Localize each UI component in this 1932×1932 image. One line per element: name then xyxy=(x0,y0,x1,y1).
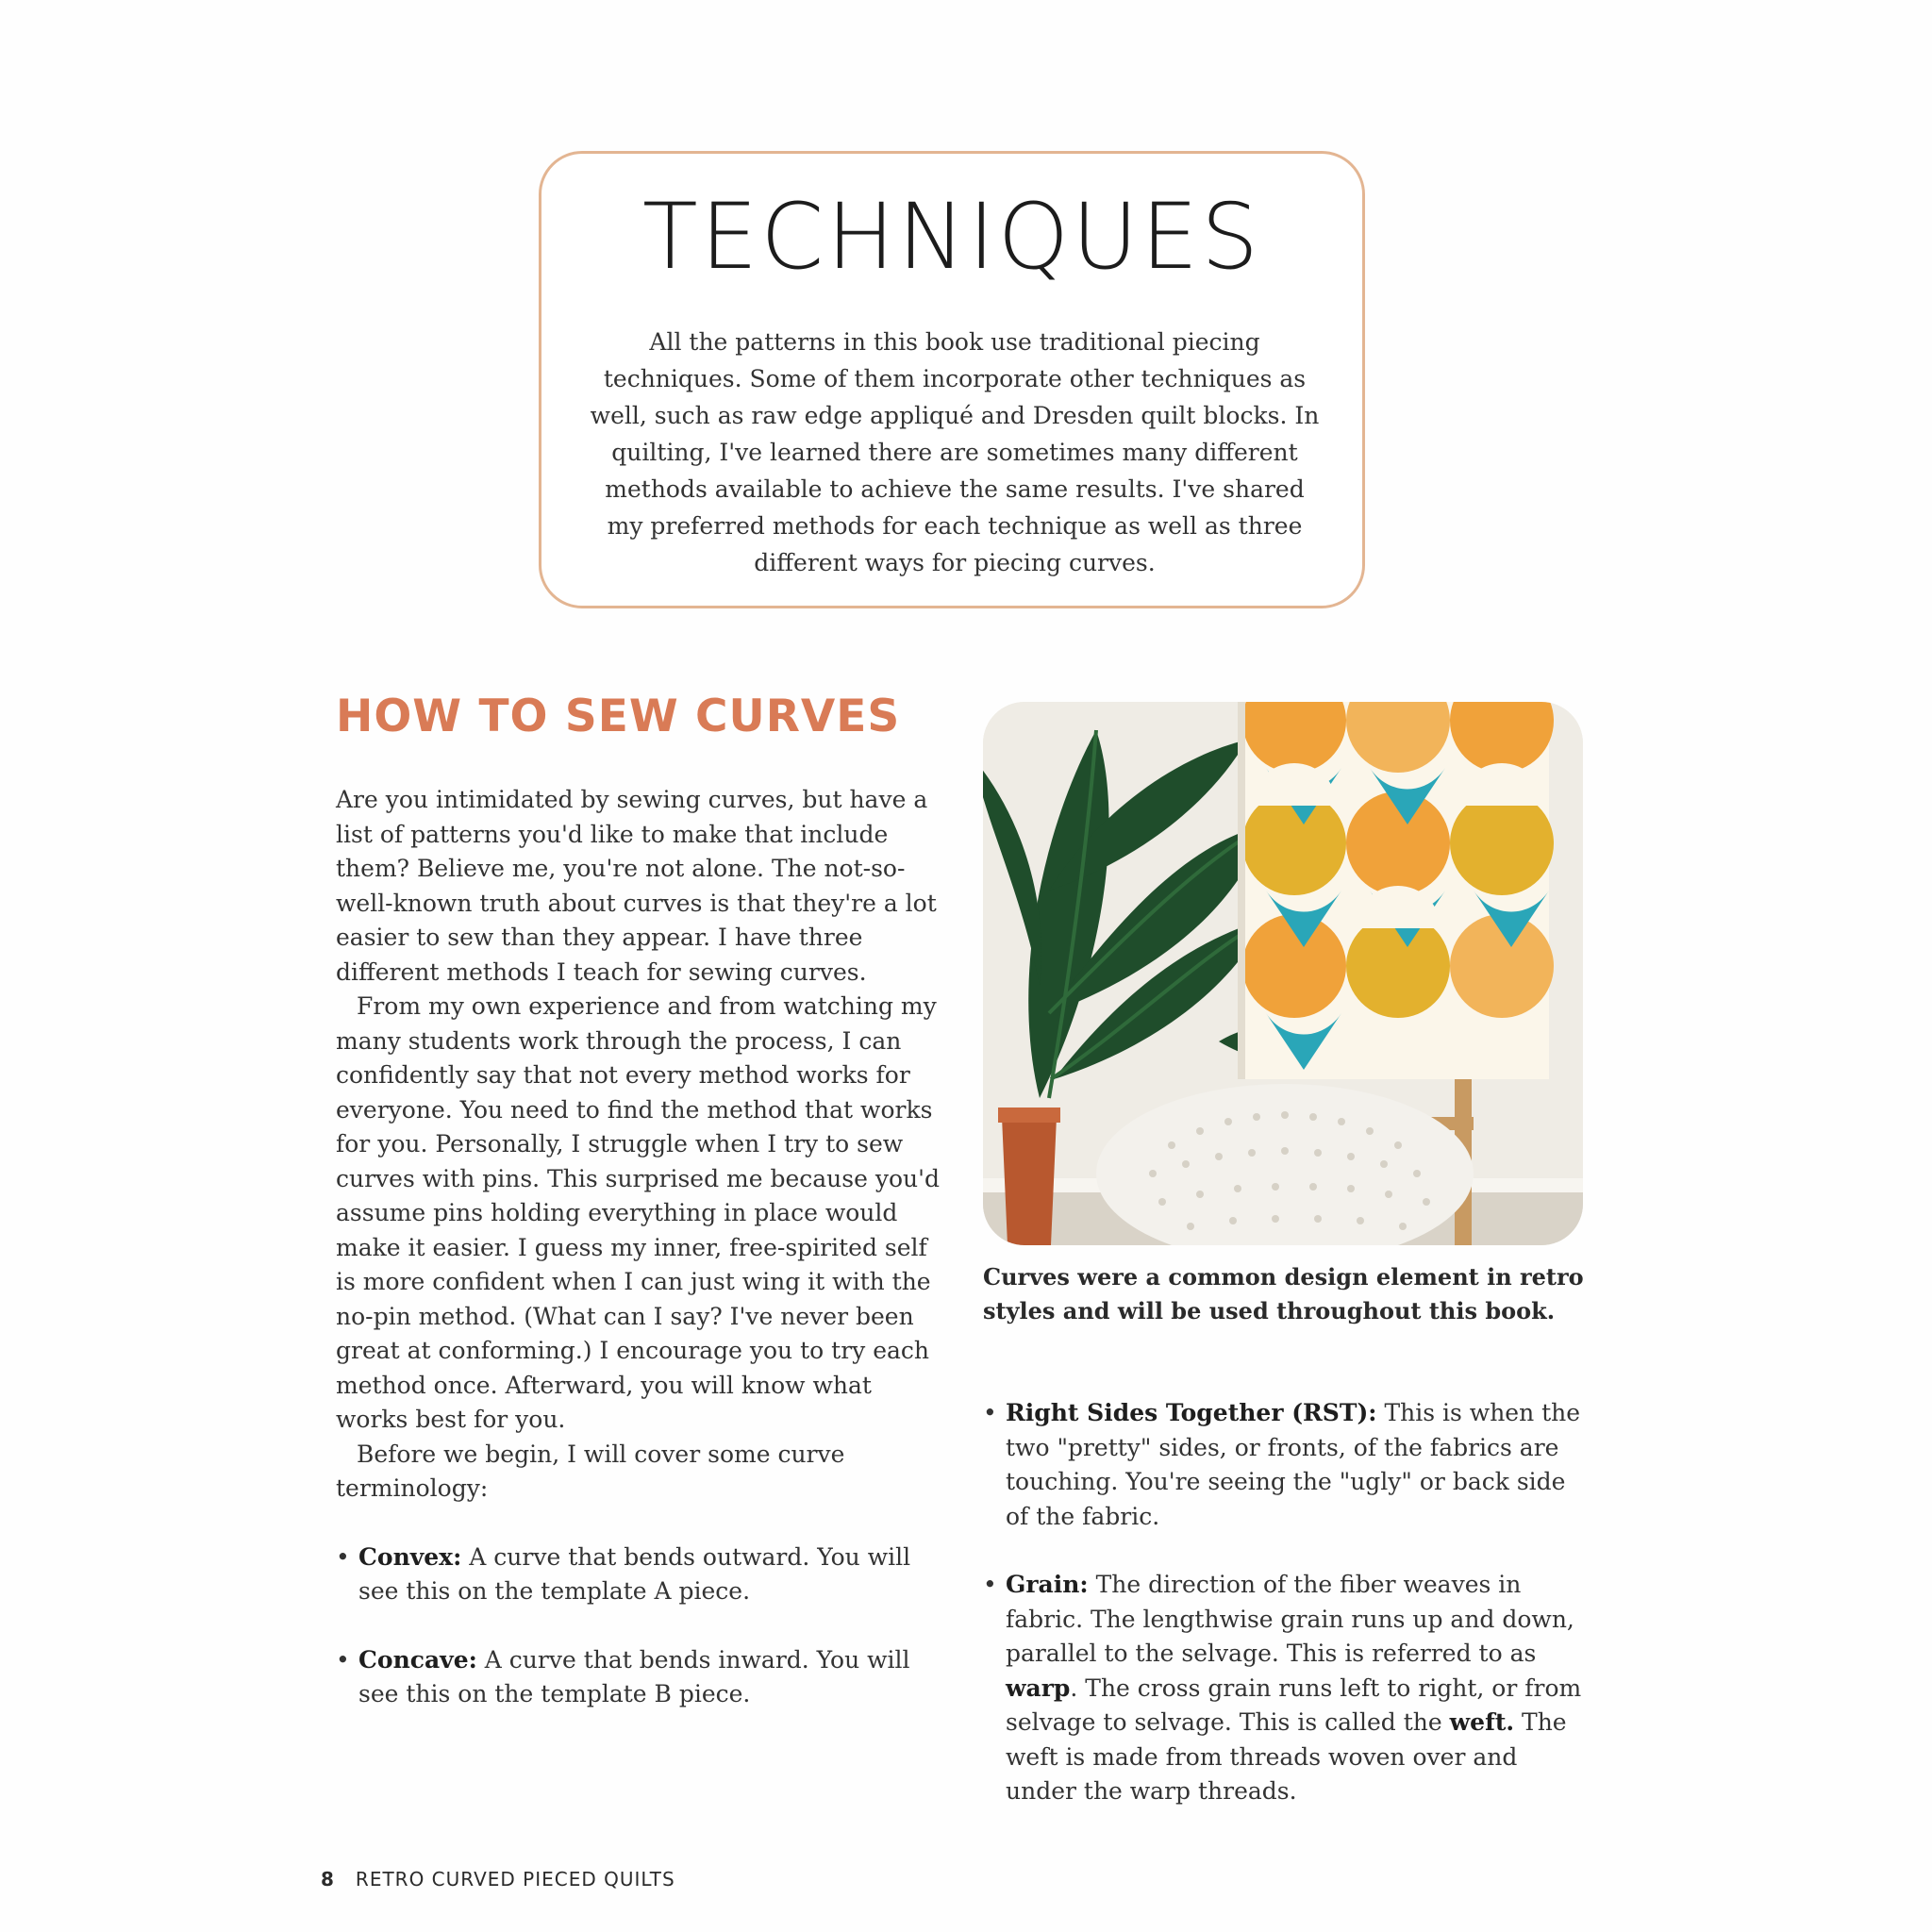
term-label: Concave: xyxy=(358,1645,477,1674)
terminology-list-left xyxy=(336,1541,940,1712)
techniques-intro-box xyxy=(539,151,1365,608)
term-definition: A curve that bends outward. You will see this on the template A piece. xyxy=(358,1542,911,1605)
left-column xyxy=(336,783,940,1746)
right-column xyxy=(983,1396,1583,1843)
term-grain xyxy=(983,1568,1583,1809)
term-weft: weft. xyxy=(1449,1708,1515,1736)
quilt-photo-illustration xyxy=(983,702,1583,1245)
section-heading: HOW TO SEW CURVES xyxy=(336,691,901,742)
intro-paragraph: All the patterns in this book use traditional piecing techniques. Some of them incorporate other techniques as well, such as raw edge appliqué and Dresden quilt blocks. In quilting, I've learned there are sometimes many different methods available to achieve the same results. I've shared my preferred methods for each technique as well as three different ways for piecing curves. xyxy=(590,328,1320,576)
term-right-sides-together xyxy=(983,1396,1583,1534)
book-title: RETRO CURVED PIECED QUILTS xyxy=(355,1868,675,1890)
body-paragraph-1: Are you intimidated by sewing curves, but have a list of patterns you'd like to make that include them? Believe me, you're not alone. The not-so-well-known truth about curves is that they're a lot easier to sew than they appear. I have three different methods I teach for sewing curves. xyxy=(336,786,937,986)
terminology-list-right xyxy=(983,1396,1583,1809)
term-definition: The direction of the fiber weaves in fabric. The lengthwise grain runs up and down, parallel to the selvage. This is referred to as xyxy=(1006,1571,1574,1667)
term-label: Right Sides Together (RST): xyxy=(1006,1399,1377,1426)
term-concave xyxy=(336,1643,940,1712)
term-convex xyxy=(336,1541,940,1609)
term-label: Convex: xyxy=(358,1542,462,1571)
term-label: Grain: xyxy=(1006,1571,1089,1598)
page-footer xyxy=(321,1868,675,1890)
photo-caption: Curves were a common design element in retro styles and will be used throughout this book. xyxy=(983,1263,1584,1324)
term-definition: . The cross grain runs left to right, or from selvage to selvage. This is called the xyxy=(1006,1674,1582,1736)
term-definition: A curve that bends inward. You will see this on the template B piece. xyxy=(358,1645,910,1707)
body-paragraph-3: Before we begin, I will cover some curve terminology: xyxy=(336,1440,845,1502)
term-definition: The weft is made from threads woven over and under the warp threads. xyxy=(1006,1708,1567,1805)
body-paragraph-2: From my own experience and from watching my many students work through the process, I can confidently say that not every method works for everyone. You need to find the method that works for you. Personally, I struggle when I try to sew curves with pins. This surprised me because you'd assume pins holding everything in place would make it easier. I guess my inner, free-spirited self is more confident when I can just wing it with the no-pin method. (What can I say? I've never been great at conforming.) I encourage you to try each method once. Afterward, you will know what works best for you. xyxy=(336,992,940,1433)
term-definition: This is when the two "pretty" sides, or fronts, of the fabrics are touching. You're seeing the "ugly" or back side of the fabric. xyxy=(1006,1399,1581,1530)
page-number: 8 xyxy=(321,1868,335,1890)
term-warp: warp xyxy=(1006,1674,1071,1702)
quilt-photo xyxy=(983,702,1583,1245)
page-title: TECHNIQUES xyxy=(641,184,1262,290)
